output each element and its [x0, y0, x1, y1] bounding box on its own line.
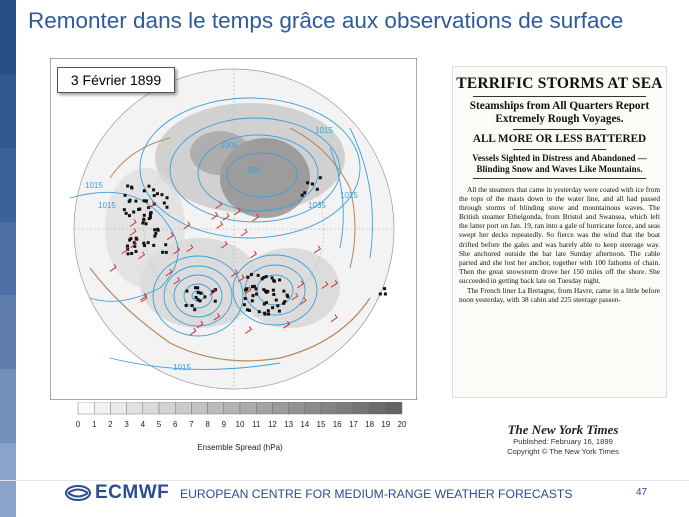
colorbar-tick-label: 11	[252, 420, 261, 429]
colorbar-cell	[175, 402, 191, 414]
observation-marker	[145, 222, 148, 225]
observation-marker	[152, 244, 155, 247]
observation-marker	[128, 214, 131, 217]
colorbar-tick-label: 5	[156, 420, 162, 429]
colorbar-cell	[208, 402, 224, 414]
colorbar-tick-label: 4	[140, 420, 146, 429]
observation-marker	[383, 287, 386, 290]
observation-marker	[316, 188, 319, 191]
observation-marker	[130, 252, 133, 255]
observation-marker	[265, 301, 268, 304]
observation-marker	[243, 303, 246, 306]
observation-marker	[273, 280, 276, 283]
observation-marker	[214, 300, 217, 303]
observation-marker	[257, 274, 260, 277]
observation-marker	[153, 228, 156, 231]
observation-marker	[272, 289, 275, 292]
observation-marker	[193, 308, 196, 311]
colorbar-cell	[159, 402, 175, 414]
observation-marker	[267, 309, 270, 312]
observation-marker	[384, 292, 387, 295]
observation-marker	[199, 292, 202, 295]
colorbar-cell	[94, 402, 110, 414]
observation-marker	[141, 222, 144, 225]
news-divider	[473, 96, 646, 97]
colorbar-cell	[321, 402, 337, 414]
observation-marker	[255, 287, 258, 290]
observation-marker	[126, 184, 129, 187]
observation-marker	[160, 193, 163, 196]
isobar-label: 995	[248, 166, 262, 175]
observation-marker	[379, 292, 382, 295]
observation-marker	[265, 291, 268, 294]
observation-marker	[165, 206, 168, 209]
isobar-label: 1015	[85, 181, 103, 190]
left-bar-stripe	[0, 295, 16, 369]
slide-title: Remonter dans le temps grâce aux observations de surface	[28, 8, 624, 33]
colorbar-tick-label: 8	[205, 420, 210, 429]
isobar-label: 1015	[173, 363, 191, 372]
colorbar-cell	[337, 402, 353, 414]
colorbar-tick-label: 7	[189, 420, 194, 429]
observation-marker	[153, 235, 156, 238]
observation-marker	[185, 304, 188, 307]
observation-marker	[271, 276, 274, 279]
isobar-label: 1005	[220, 141, 238, 150]
observation-marker	[143, 244, 146, 247]
observation-marker	[251, 285, 254, 288]
date-label: 3 Février 1899	[57, 67, 175, 93]
colorbar-cell	[240, 402, 256, 414]
observation-marker	[311, 182, 314, 185]
ecmwf-logo-icon	[65, 485, 91, 501]
observation-marker	[278, 278, 281, 281]
ecmwf-logo	[65, 483, 169, 503]
observation-marker	[185, 290, 188, 293]
colorbar-cell	[127, 402, 143, 414]
observation-marker	[132, 211, 135, 214]
observation-marker	[303, 191, 306, 194]
colorbar-tick-label: 18	[365, 420, 375, 429]
colorbar-cell	[289, 402, 305, 414]
observation-marker	[135, 250, 138, 253]
observation-marker	[271, 306, 274, 309]
observation-marker	[130, 186, 133, 189]
observation-marker	[149, 216, 152, 219]
observation-marker	[282, 290, 285, 293]
colorbar-tick-label: 17	[348, 420, 358, 429]
observation-marker	[286, 294, 289, 297]
news-subhead: Steamships from All Quarters Report Extremely Rough Voyages.	[469, 100, 650, 125]
observation-marker	[153, 194, 156, 197]
observation-marker	[198, 299, 201, 302]
news-subhead: Vessels Sighted in Distress and Abandoned — Blinding Snow and Waves Like Mountains.	[472, 153, 647, 174]
observation-marker	[143, 189, 146, 192]
organization-name: EUROPEAN CENTRE FOR MEDIUM-RANGE WEATHER FORECASTS	[180, 487, 573, 501]
publication-info	[470, 437, 656, 457]
observation-marker	[267, 313, 270, 316]
observation-marker	[143, 214, 146, 217]
colorbar-cell	[110, 402, 126, 414]
observation-marker	[124, 194, 127, 197]
observation-marker	[246, 276, 249, 279]
colorbar-tick-label: 9	[221, 420, 227, 429]
nyt-masthead: The New York Times	[507, 422, 619, 437]
colorbar-tick-label: 20	[397, 420, 407, 429]
colorbar-graphic	[70, 402, 410, 462]
colorbar-cell	[353, 402, 369, 414]
observation-marker	[156, 228, 159, 231]
observation-marker	[129, 199, 132, 202]
observation-marker	[150, 211, 153, 214]
colorbar-tick-label: 2	[108, 420, 113, 429]
observation-marker	[282, 302, 285, 305]
colorbar-tick-label: 15	[316, 420, 326, 429]
observation-marker	[301, 194, 304, 197]
observation-marker	[123, 208, 126, 211]
page-number: 47	[636, 487, 648, 498]
news-headline: TERRIFIC STORMS AT SEA	[456, 75, 663, 92]
colorbar-cell	[386, 402, 402, 414]
colorbar-tick-label: 16	[332, 420, 342, 429]
news-body	[459, 185, 660, 304]
colorbar-tick-label: 10	[235, 420, 245, 429]
colorbar-cell	[191, 402, 207, 414]
observation-marker	[166, 196, 169, 199]
isobar-label: 1015	[315, 126, 333, 135]
observation-marker	[276, 304, 279, 307]
colorbar-tick-label: 0	[75, 420, 81, 429]
left-accent-bar	[0, 0, 16, 517]
colorbar-tick-label: 1	[91, 420, 97, 429]
observation-marker	[147, 241, 150, 244]
colorbar-cell	[272, 402, 288, 414]
news-divider	[513, 149, 606, 150]
colorbar-cell	[256, 402, 272, 414]
observation-marker	[137, 208, 140, 211]
observation-marker	[165, 251, 168, 254]
colorbar	[70, 402, 410, 462]
observation-marker	[164, 243, 167, 246]
colorbar-tick-label: 14	[300, 420, 310, 429]
observation-marker	[142, 218, 145, 221]
colorbar-label: Ensemble Spread (hPa)	[197, 443, 283, 452]
footer-divider	[0, 480, 689, 481]
observation-marker	[244, 297, 247, 300]
left-bar-stripe	[0, 74, 16, 148]
observation-marker	[248, 309, 251, 312]
left-bar-stripe	[0, 369, 16, 443]
observation-marker	[191, 304, 194, 307]
colorbar-tick-label: 12	[267, 420, 277, 429]
left-bar-stripe	[0, 0, 16, 74]
news-subhead: ALL MORE OR LESS BATTERED	[472, 133, 647, 145]
observation-marker	[278, 310, 281, 313]
pressure-map-graphic	[50, 58, 417, 400]
isobar-label: 1015	[98, 201, 116, 210]
observation-marker	[125, 212, 128, 215]
colorbar-cell	[305, 402, 321, 414]
colorbar-tick-label: 6	[172, 420, 178, 429]
observation-marker	[161, 251, 164, 254]
observation-marker	[262, 276, 265, 279]
observation-marker	[196, 286, 199, 289]
observation-marker	[127, 252, 130, 255]
observation-marker	[319, 176, 322, 179]
observation-marker	[154, 232, 157, 235]
observation-marker	[156, 192, 159, 195]
left-bar-stripe	[0, 222, 16, 296]
observation-marker	[135, 237, 138, 240]
observation-marker	[244, 289, 247, 292]
observation-marker	[258, 310, 261, 313]
colorbar-cell	[224, 402, 240, 414]
observation-marker	[272, 293, 275, 296]
observation-marker	[128, 239, 131, 242]
observation-marker	[306, 181, 309, 184]
colorbar-cell	[78, 402, 94, 414]
observation-marker	[203, 295, 206, 298]
observation-marker	[264, 313, 267, 316]
news-paragraph: All the steamers that came in yesterday were coated with ice from the tops of the masts down to the water line, and all had passed through storms of blinding snow and mountainous waves. The British steamer Ethelgonda, from Bristol and Swansea, which left the latter port on Jan. 19, ran into a gale of hurricane force, and seas swept her decks repeatedly. So fierce was the wind that the boat drifted before the gales and was barely able to keep steerage way. She anchored outside the bar late Sunday afternoon. The cable parted and she lost her anchor, together with 100 fathoms of chain. Then the great snowstorm drove her 150 miles off the shore. She succeeded in getting back late on Tuesday night.	[459, 185, 660, 285]
observation-marker	[147, 185, 150, 188]
observation-marker	[197, 291, 200, 294]
news-paragraph: The French liner La Bretagne, from Havre, came in a little before noon yesterday, with 38 cabin and 225 steerage passen-	[459, 286, 660, 305]
observation-marker	[251, 299, 254, 302]
logo-text: ECMWF	[95, 482, 170, 503]
observation-marker	[250, 273, 253, 276]
observation-marker	[252, 294, 255, 297]
news-divider	[473, 178, 646, 179]
observation-marker	[134, 200, 137, 203]
colorbar-cell	[370, 402, 386, 414]
colorbar-tick-label: 13	[284, 420, 294, 429]
pressure-map	[50, 58, 417, 400]
isobar-label: 1025	[340, 191, 358, 200]
observation-marker	[275, 299, 278, 302]
observation-marker	[262, 288, 265, 291]
colorbar-cell	[143, 402, 159, 414]
colorbar-tick-label: 19	[381, 420, 391, 429]
observation-marker	[163, 202, 166, 205]
observation-marker	[255, 293, 258, 296]
newspaper-clipping	[452, 66, 667, 398]
published-date: Published: February 16, 1899	[513, 437, 613, 446]
isobar-label: 1035	[308, 201, 326, 210]
news-divider	[513, 129, 606, 130]
copyright: Copyright © The New York Times	[507, 447, 619, 456]
observation-marker	[144, 200, 147, 203]
left-bar-stripe	[0, 148, 16, 222]
observation-marker	[152, 188, 155, 191]
colorbar-tick-label: 3	[124, 420, 129, 429]
